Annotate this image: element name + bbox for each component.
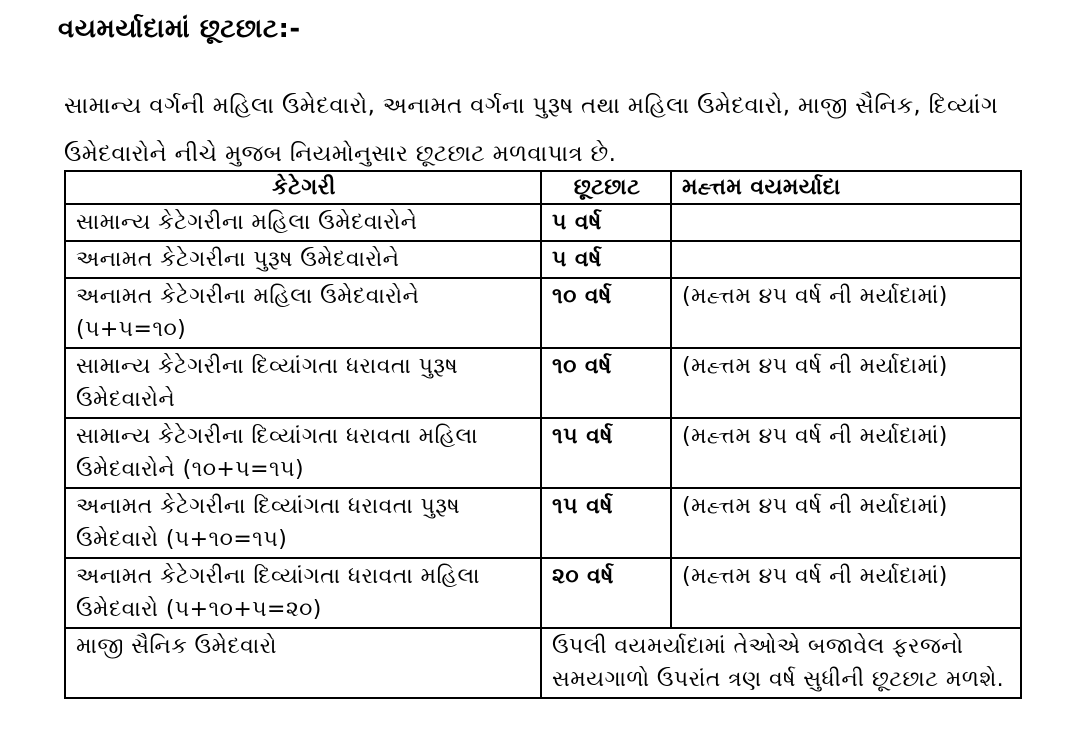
row-relaxation: ૧૫ વર્ષ bbox=[541, 418, 671, 488]
row-category: સામાન્ય કેટેગરીના મહિલા ઉમેદવારોને bbox=[65, 204, 541, 241]
header-max-age: મહ્ત્તમ વયમર્યાદા bbox=[671, 171, 1021, 204]
row-relaxation: ૫ વર્ષ bbox=[541, 204, 671, 241]
table-row bbox=[65, 348, 1021, 418]
row-category: અનામત કેટેગરીના દિવ્યાંગતા ધરાવતા પુરૂષ ઉમેદવારો (૫+૧૦=૧૫) bbox=[65, 488, 541, 558]
row-category: સામાન્ય કેટેગરીના દિવ્યાંગતા ધરાવતા મહિલા ઉમેદવારોને (૧૦+૫=૧૫) bbox=[65, 418, 541, 488]
row-ex-serviceman-note: ઉપલી વયમર્યાદામાં તેઓએ બજાવેલ ફરજનો સમયગાળો ઉપરાંત ત્રણ વર્ષ સુધીની છૂટછાટ મળશે. bbox=[541, 628, 1021, 698]
table-row bbox=[65, 204, 1021, 241]
page-heading: વયમર્યાદામાં છૂટછાટ:- bbox=[58, 14, 301, 44]
row-relaxation: ૧૫ વર્ષ bbox=[541, 488, 671, 558]
row-relaxation: ૨૦ વર્ષ bbox=[541, 558, 671, 628]
table-header-row bbox=[65, 171, 1021, 204]
table-row bbox=[65, 418, 1021, 488]
header-category: કેટેગરી bbox=[65, 171, 541, 204]
row-category: અનામત કેટેગરીના દિવ્યાંગતા ધરાવતા મહિલા ઉમેદવારો (૫+૧૦+૫=૨૦) bbox=[65, 558, 541, 628]
row-max-age: (મહ્ત્તમ ૪૫ વર્ષ ની મર્યાદામાં) bbox=[671, 488, 1021, 558]
header-relaxation: છૂટછાટ bbox=[541, 171, 671, 204]
row-category: અનામત કેટેગરીના પુરૂષ ઉમેદવારોને bbox=[65, 241, 541, 278]
intro-paragraph: સામાન્ય વર્ગની મહિલા ઉમેદવારો, અનામત વર્ગના પુરૂષ તથા મહિલા ઉમેદવારો, માજી સૈનિક, દિવ્યાંગ ઉમેદવારોને નીચે મુજબ નિયમોનુસાર છૂટછાટ મળવાપાત્ર છે. bbox=[64, 93, 998, 167]
table-row bbox=[65, 558, 1021, 628]
row-relaxation: ૫ વર્ષ bbox=[541, 241, 671, 278]
table-row bbox=[65, 278, 1021, 348]
table-row bbox=[65, 241, 1021, 278]
row-relaxation: ૧૦ વર્ષ bbox=[541, 278, 671, 348]
row-category: માજી સૈનિક ઉમેદવારો bbox=[65, 628, 541, 698]
row-category: અનામત કેટેગરીના મહિલા ઉમેદવારોને (૫+૫=૧૦) bbox=[65, 278, 541, 348]
row-max-age: (મહ્ત્તમ ૪૫ વર્ષ ની મર્યાદામાં) bbox=[671, 278, 1021, 348]
table-row bbox=[65, 488, 1021, 558]
table-row-ex-serviceman bbox=[65, 628, 1021, 698]
age-relaxation-table bbox=[64, 170, 1022, 699]
row-max-age: (મહ્ત્તમ ૪૫ વર્ષ ની મર્યાદામાં) bbox=[671, 558, 1021, 628]
row-relaxation: ૧૦ વર્ષ bbox=[541, 348, 671, 418]
row-max-age bbox=[671, 204, 1021, 241]
row-category: સામાન્ય કેટેગરીના દિવ્યાંગતા ધરાવતા પુરૂષ ઉમેદવારોને bbox=[65, 348, 541, 418]
row-max-age: (મહ્ત્તમ ૪૫ વર્ષ ની મર્યાદામાં) bbox=[671, 348, 1021, 418]
row-max-age bbox=[671, 241, 1021, 278]
row-max-age: (મહ્ત્તમ ૪૫ વર્ષ ની મર્યાદામાં) bbox=[671, 418, 1021, 488]
